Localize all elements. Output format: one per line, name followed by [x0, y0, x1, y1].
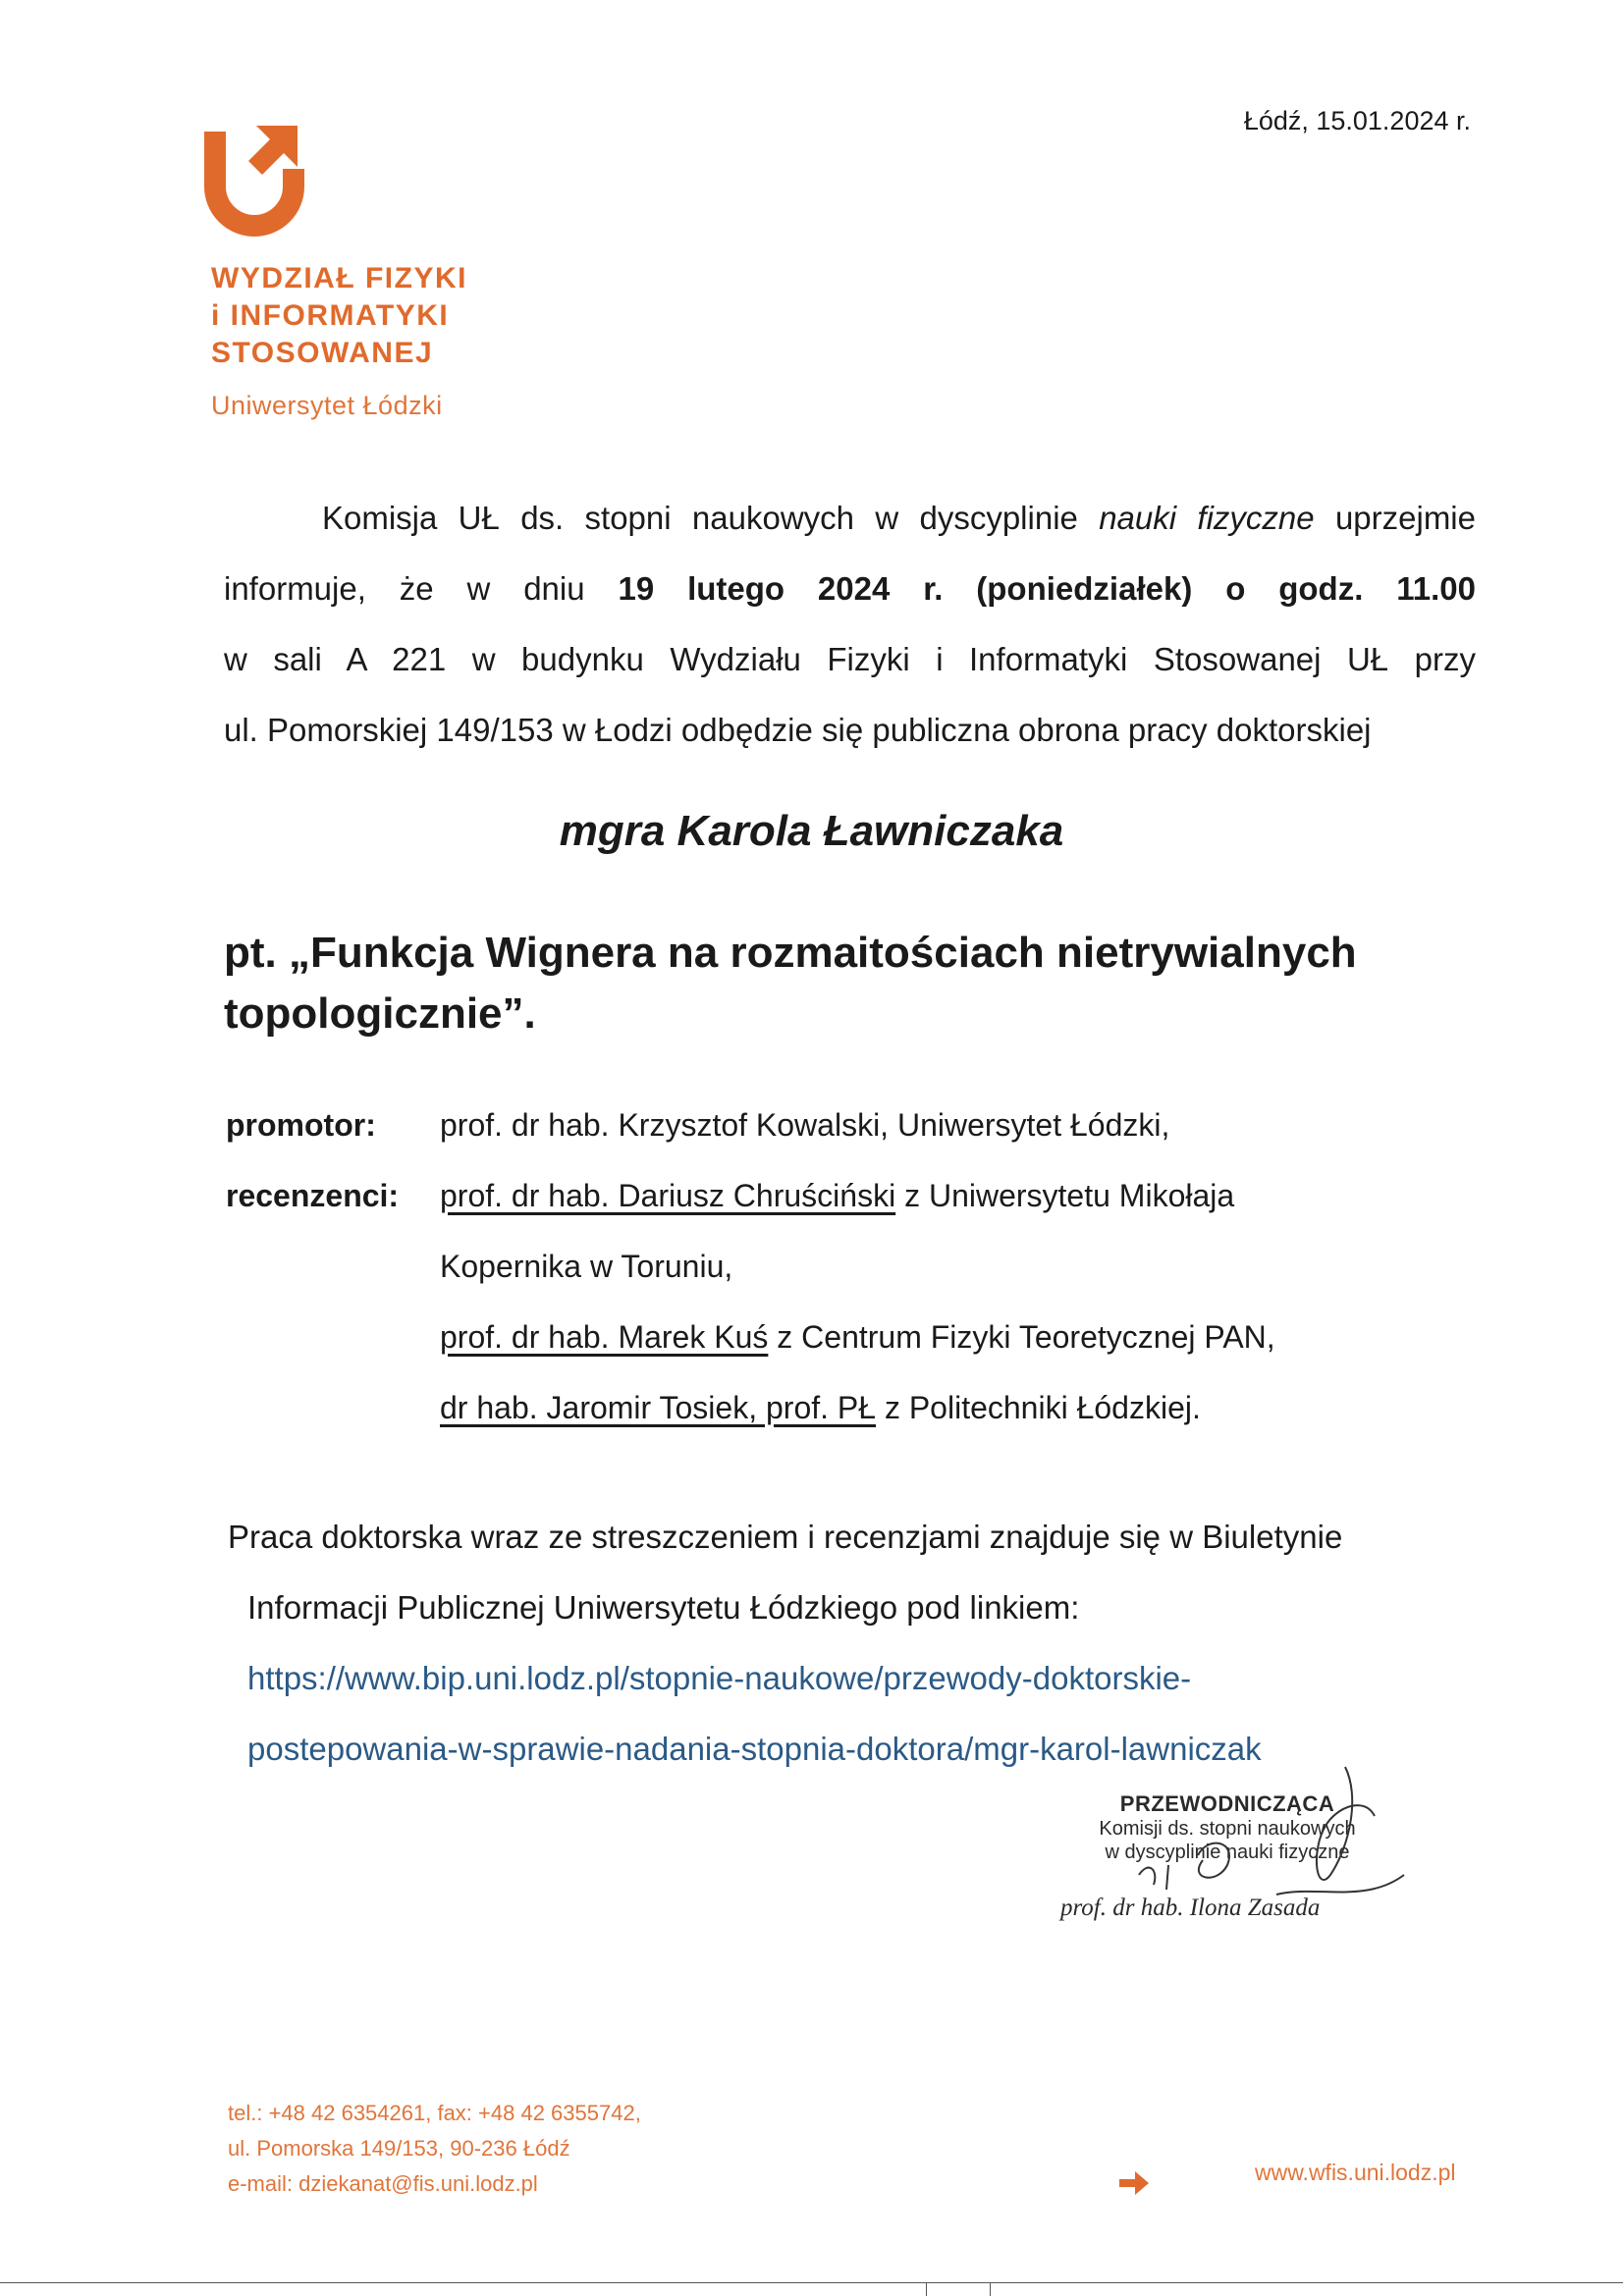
faculty-name	[211, 260, 467, 372]
page-bottom-mark	[926, 2282, 927, 2296]
arrow-right-icon	[1117, 2169, 1151, 2197]
chair-name: prof. dr hab. Ilona Zasada	[1060, 1895, 1321, 1921]
bip-link-line-1[interactable]: https://www.bip.uni.lodz.pl/stopnie-naukowe/przewody-doktorskie-	[247, 1660, 1192, 1696]
university-logo-icon	[201, 118, 309, 243]
bip-line-2: Informacji Publicznej Uniwersytetu Łódzkiego pod linkiem:	[247, 1589, 1080, 1626]
discipline: nauki fizyczne	[1099, 500, 1315, 536]
footer-email[interactable]: e-mail: dziekanat@fis.uni.lodz.pl	[228, 2171, 538, 2196]
reviewer-2: prof. dr hab. Marek Kuś z Centrum Fizyki Teoretycznej PAN,	[440, 1319, 1275, 1355]
reviewers-list	[440, 1160, 1275, 1443]
page-bottom-mark	[990, 2282, 991, 2296]
promotor-label: promotor:	[226, 1107, 376, 1143]
bip-link-line-2[interactable]: postepowania-w-sprawie-nadania-stopnia-doktora/mgr-karol-lawniczak	[247, 1731, 1262, 1767]
intro-paragraph	[224, 483, 1476, 766]
reviewer-1-affiliation: Kopernika w Toruniu,	[440, 1249, 733, 1284]
footer-phone: tel.: +48 42 6354261, fax: +48 42 6355742,	[228, 2101, 641, 2125]
stamp-line-2: w dyscyplinie nauki fizyczne	[1105, 1842, 1350, 1863]
university-name: Uniwersytet Łódzki	[211, 391, 443, 420]
reviewer-1: prof. dr hab. Dariusz Chruściński z Uniwersytetu Mikołaja	[440, 1178, 1235, 1213]
intro-line-2: informuje, że w dniu 19 lutego 2024 r. (poniedziałek) o godz. 11.00	[224, 570, 1477, 607]
page-bottom-divider	[0, 2282, 1623, 2283]
signature-icon	[1080, 1757, 1414, 1934]
footer-address: ul. Pomorska 149/153, 90-236 Łódź	[228, 2136, 570, 2161]
intro-line-1: Komisja UŁ ds. stopni naukowych w dyscyplinie nauki fizyczne uprzejmie	[322, 500, 1476, 536]
reviewers-label: recenzenci:	[226, 1178, 400, 1213]
bip-line-1: Praca doktorska wraz ze streszczeniem i recenzjami znajduje się w Biuletynie	[228, 1519, 1343, 1555]
bip-paragraph	[228, 1502, 1524, 1785]
intro-line-3: w sali A 221 w budynku Wydziału Fizyki i Informatyki Stosowanej UŁ przy	[224, 641, 1476, 677]
footer-contact	[228, 2096, 641, 2202]
footer-website[interactable]: www.wfis.uni.lodz.pl	[1255, 2160, 1456, 2185]
document-date: Łódź, 15.01.2024 r.	[1243, 106, 1471, 135]
defense-datetime: 19 lutego 2024 r. (poniedziałek) o godz. 11.00	[618, 570, 1477, 607]
intro-line-4: ul. Pomorskiej 149/153 w Łodzi odbędzie się publiczna obrona pracy doktorskiej	[224, 712, 1372, 748]
faculty-line-3: STOSOWANEJ	[211, 337, 434, 369]
reviewer-3: dr hab. Jaromir Tosiek, prof. PŁ z Politechniki Łódzkiej.	[440, 1390, 1201, 1425]
thesis-title: pt. „Funkcja Wignera na rozmaitościach nietrywialnych topologicznie”.	[224, 929, 1357, 1038]
defendant-name: mgra Karola Ławniczaka	[559, 807, 1064, 855]
stamp-title: PRZEWODNICZĄCA	[1119, 1791, 1335, 1816]
stamp-line-1: Komisji ds. stopni naukowych	[1099, 1818, 1356, 1840]
faculty-line-2: i INFORMATYKI	[211, 299, 450, 332]
promotor-text: prof. dr hab. Krzysztof Kowalski, Uniwersytet Łódzki,	[440, 1107, 1170, 1143]
faculty-line-1: WYDZIAŁ FIZYKI	[211, 262, 467, 294]
